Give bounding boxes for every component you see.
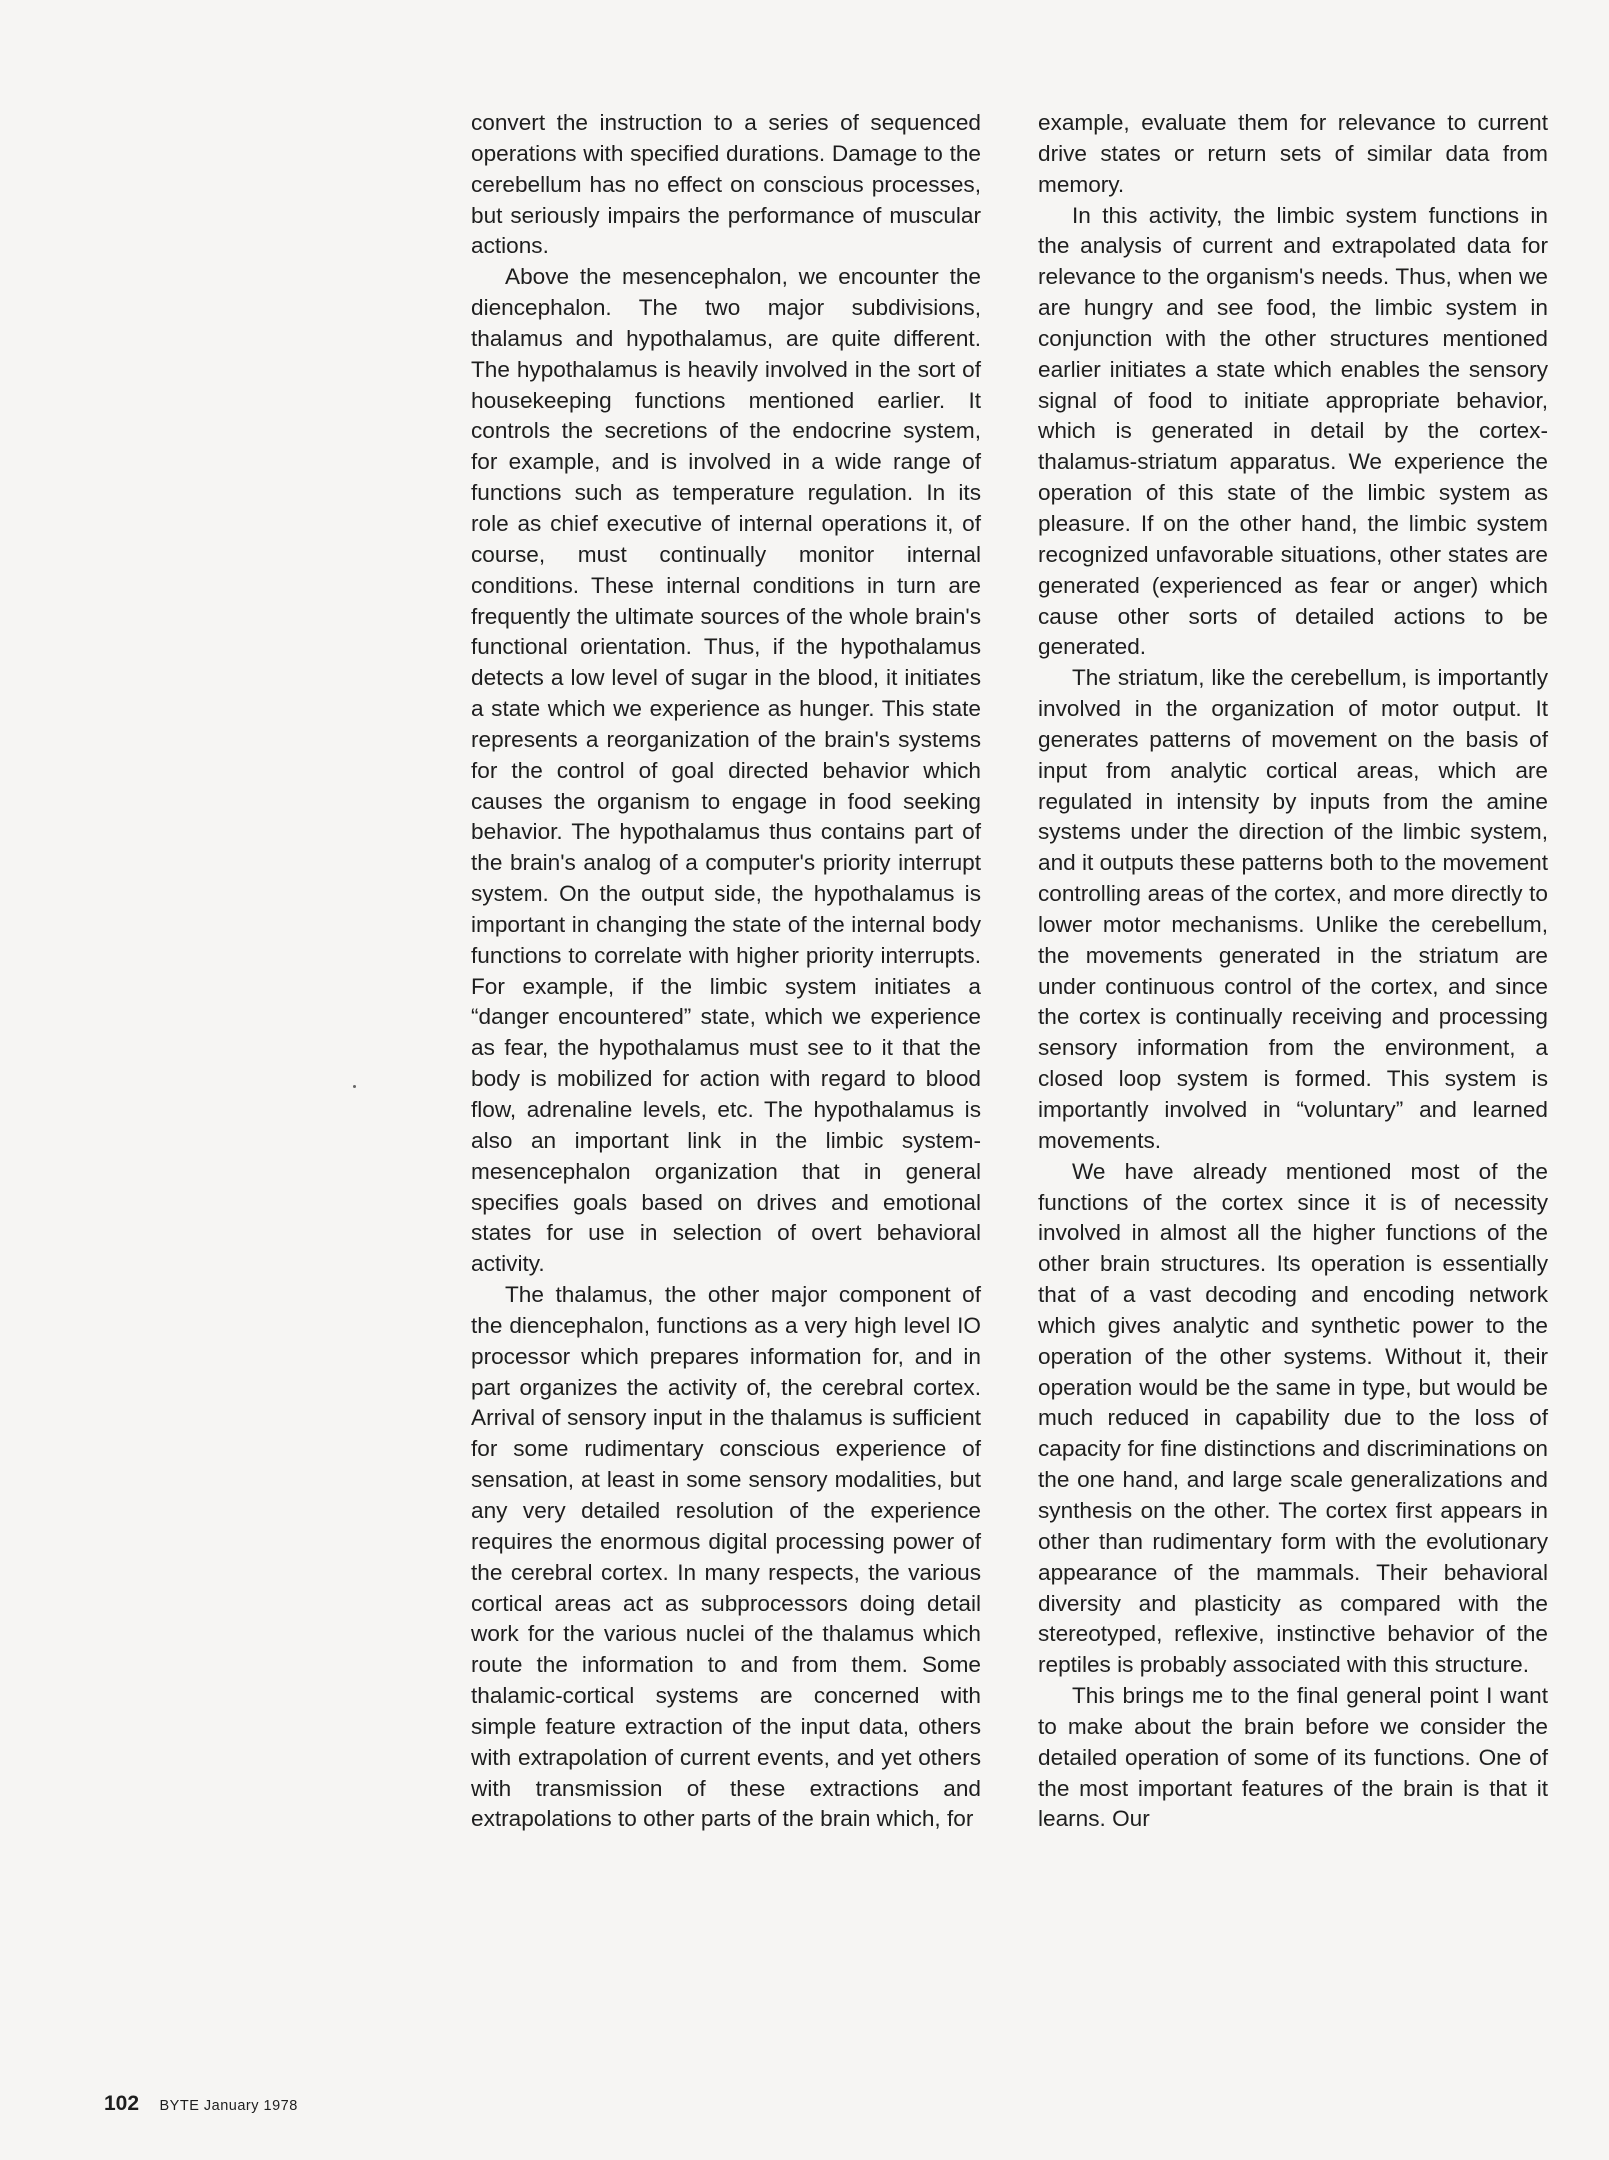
paragraph: We have already mentioned most of the functions of the cortex since it is of necessity involved in almost all the higher functions of the other brain structures. Its operation is essentially that of a vast decoding and encoding network which gives analytic and synthetic power to the operation of the other systems. Without it, their operation would be the same in type, but would be much reduced in capability due to the loss of capacity for fine distinctions and discriminations on the one hand, and large scale generalizations and synthesis on the other. The cortex first appears in other than rudimentary form with the evolutionary appearance of the mammals. Their behavioral diversity and plasticity as compared with the stereotyped, reflexive, instinctive behavior of the reptiles is probably associated with this structure. (1038, 1158, 1548, 1678)
paragraph: This brings me to the final general point I want to make about the brain before we consider the detailed operation of some of its functions. One of the most important features of the brain is that it learns. Our (1038, 1683, 1548, 1832)
right-text-column (1038, 108, 1548, 1835)
page-footer (104, 2092, 298, 2116)
left-text-column (471, 108, 981, 1835)
paragraph: Above the mesencephalon, we encounter the diencephalon. The two major subdivisions, thalamus and hypothalamus, are quite different. The hypothalamus is heavily involved in the sort of housekeeping functions mentioned earlier. It controls the secretions of the endocrine system, for example, and is involved in a wide range of functions such as temperature regulation. In its role as chief executive of internal operations it, of course, must continually monitor internal conditions. These internal conditions in turn are frequently the ultimate sources of the whole brain's functional orientation. Thus, if the hypothalamus detects a low level of sugar in the blood, it initiates a state which we experience as hunger. This state represents a reorganization of the brain's systems for the control of goal directed behavior which causes the organism to engage in food seeking behavior. The hypothalamus thus contains part of the brain's analog of a computer's priority interrupt system. On the output side, the hypothalamus is important in changing the state of the internal body functions to correlate with higher priority interrupts. For example, if the limbic system initiates a “danger encountered” state, which we experience as fear, the hypothalamus must see to it that the body is mobilized for action with regard to blood flow, adrenaline levels, etc. The hypothalamus is also an important link in the limbic system-mesencephalon organization that in general specifies goals based on drives and emotional states for use in selection of overt behavioral activity. (471, 264, 981, 1277)
paragraph: The striatum, like the cerebellum, is importantly involved in the organization of motor output. It generates patterns of movement on the basis of input from analytic cortical areas, which are regulated in intensity by inputs from the amine systems under the direction of the limbic system, and it outputs these patterns both to the movement controlling areas of the cortex, and more directly to lower motor mechanisms. Unlike the cerebellum, the movements generated in the striatum are under continuous control of the cortex, and since the cortex is continually receiving and processing sensory information from the environment, a closed loop system is formed. This system is importantly involved in “voluntary” and learned movements. (1038, 665, 1548, 1153)
paragraph: In this activity, the limbic system functions in the analysis of current and extrapolated data for relevance to the organism's needs. Thus, when we are hungry and see food, the limbic system in conjunction with the other structures mentioned earlier initiates a state which enables the sensory signal of food to initiate appropriate behavior, which is generated in detail by the cortex-thalamus-striatum apparatus. We experience the operation of this state of the limbic system as pleasure. If on the other hand, the limbic system recognized unfavorable situations, other states are generated (experienced as fear or anger) which cause other sorts of detailed actions to be generated. (1038, 202, 1548, 660)
paragraph: convert the instruction to a series of sequenced operations with specified durations. Damage to the cerebellum has no effect on conscious processes, but seriously impairs the performance of muscular actions. (471, 110, 981, 259)
page-number: 102 (104, 2092, 140, 2115)
issue-label: BYTE January 1978 (159, 2098, 298, 2114)
paragraph: example, evaluate them for relevance to current drive states or return sets of similar data from memory. (1038, 110, 1548, 197)
print-speck (353, 1085, 356, 1088)
paragraph: The thalamus, the other major component of the diencephalon, functions as a very high level IO processor which prepares information for, and in part organizes the activity of, the cerebral cortex. Arrival of sensory input in the thalamus is sufficient for some rudimentary conscious experience of sensation, at least in some sensory modalities, but any very detailed resolution of the experience requires the enormous digital processing power of the cerebral cortex. In many respects, the various cortical areas act as subprocessors doing detail work for the various nuclei of the thalamus which route the information to and from them. Some thalamic-cortical systems are concerned with simple feature extraction of the input data, others with extrapolation of current events, and yet others with transmission of these extractions and extrapolations to other parts of the brain which, for (471, 1282, 981, 1832)
